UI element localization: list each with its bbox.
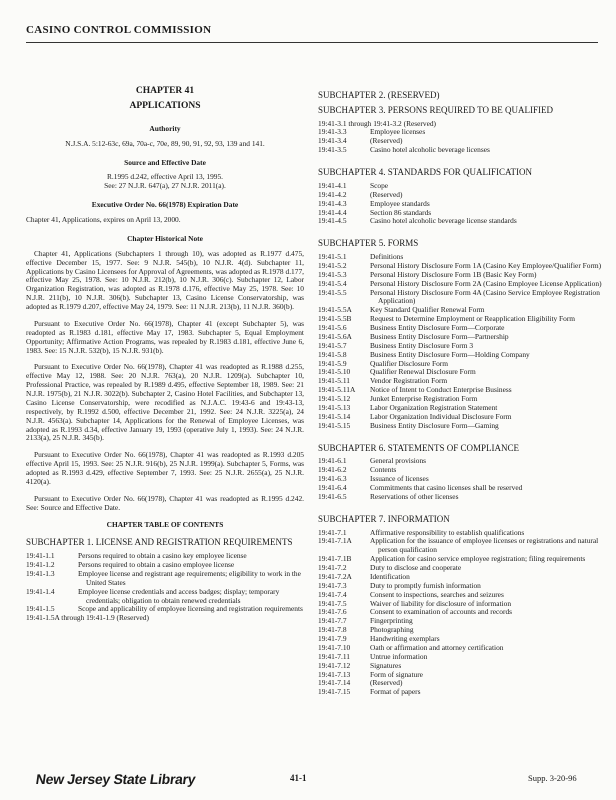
history-paragraph: Chapter 41, Applications (Subchapters 1 through 10), was adopted as R.1977 d.475, effective December 15, 1977. See: 9 N.J.R. 545(b), 10 N.J.R. 4(d). Subchapter 11, Applications by Casino Licensees for Approval of Agreements, was adopted as R.1978 d.177, effective May 25, 1978. See: 10 N.J.R. 212(b), 10 N.J.R. 306(c). Subchapter 12, Labor Organization Registration, was adopted as R.1978 d.176, effective May 25, 1978. See: 10 N.J.R. 211(b), 10 N.J.R. 306(b). Subchapter 13, Casino License Conservatorship, was adopted as R.1979 d.207, effective May 24, 1979. See: 11 N.J.R. 213(b), 11 N.J.R. 360(b). xyxy=(26,248,304,312)
section-number: 19:41-4.1 xyxy=(318,180,347,190)
section-number: 19:41-5.2 xyxy=(318,260,347,270)
section-number: 19:41-5.12 xyxy=(318,394,351,404)
section-title: Section 86 standards xyxy=(370,207,432,217)
section-number: 19:41-5.11 xyxy=(318,376,350,386)
section-title: Issuance of licenses xyxy=(370,474,429,484)
section-title: Employee licenses xyxy=(370,127,426,137)
section-title: Definitions xyxy=(370,252,404,262)
toc-entry xyxy=(318,617,603,626)
eo-heading: Executive Order No. 66(1978) Expiration Date xyxy=(91,200,239,210)
toc-entry xyxy=(318,457,603,466)
chapter-title: APPLICATIONS xyxy=(129,101,201,112)
section-title: Contents xyxy=(370,465,397,475)
section-number: 19:41-6.3 xyxy=(318,474,347,484)
chapter-number: CHAPTER 41 xyxy=(135,86,195,96)
toc-entry xyxy=(318,351,603,360)
section-title: Signatures xyxy=(370,660,402,670)
toc-entry xyxy=(318,200,603,209)
section-title: Persons required to obtain a casino key employee license xyxy=(78,551,247,561)
section-title: Notice of Intent to Conduct Enterprise Business xyxy=(370,385,512,395)
eo-text: Chapter 41, Applications, expires on April 13, 2000. xyxy=(26,215,181,225)
section-title: Form of signature xyxy=(370,669,423,679)
section-number: 19:41-3.5 xyxy=(318,145,347,155)
section-title: Handwriting exemplars xyxy=(370,634,440,644)
section-number: 19:41-1.2 xyxy=(26,560,55,570)
toc-range: 19:41-3.1 through 19:41-3.2 (Reserved) xyxy=(318,118,437,128)
section-number: 19:41-7.5 xyxy=(318,598,347,608)
history-heading: Chapter Historical Note xyxy=(127,233,203,243)
section-number: 19:41-7.1 xyxy=(318,527,347,537)
section-title: Employee license and registrant age requirements; eligibility to work in the United States xyxy=(78,568,301,587)
section-number: 19:41-5.7 xyxy=(318,340,347,350)
section-title: Business Entity Disclosure Form—Partnership xyxy=(370,331,509,341)
toc-entry xyxy=(318,217,603,226)
section-number: 19:41-4.5 xyxy=(318,216,347,226)
toc-heading: CHAPTER TABLE OF CONTENTS xyxy=(106,519,224,529)
section-title: Business Entity Disclosure Form—Holding Company xyxy=(370,349,530,359)
section-title: Casino hotel alcoholic beverage license standards xyxy=(370,216,517,226)
subchapter-5-title: SUBCHAPTER 5. FORMS xyxy=(318,238,419,249)
section-number: 19:41-5.11A xyxy=(318,385,356,395)
section-number: 19:41-7.13 xyxy=(318,669,351,679)
section-number: 19:41-7.1A xyxy=(318,536,352,546)
authority-heading: Authority xyxy=(149,123,181,133)
subchapter-7-title: SUBCHAPTER 7. INFORMATION xyxy=(318,513,450,524)
section-title: Format of papers xyxy=(370,687,421,697)
section-number: 19:41-3.3 xyxy=(318,127,347,137)
section-number: 19:41-5.1 xyxy=(318,252,347,262)
toc-entry xyxy=(318,146,603,155)
right-column xyxy=(318,86,603,697)
toc-entry xyxy=(26,570,304,588)
section-number: 19:41-5.5B xyxy=(318,314,352,324)
toc-entry xyxy=(318,653,603,662)
section-number: 19:41-4.2 xyxy=(318,189,347,199)
section-number: 19:41-1.4 xyxy=(26,586,55,596)
section-number: 19:41-7.14 xyxy=(318,678,351,688)
toc-entry xyxy=(318,688,603,697)
section-title: Personal History Disclosure Form 1A (Casino Key Employee/Qualifier Form) xyxy=(370,260,602,270)
toc-entry xyxy=(26,588,304,606)
section-number: 19:41-5.5 xyxy=(318,287,347,297)
toc-list xyxy=(26,552,304,614)
section-title: Casino hotel alcoholic beverage licenses xyxy=(370,145,490,155)
section-title: General provisions xyxy=(370,456,427,466)
subchapter-6-title: SUBCHAPTER 6. STATEMENTS OF COMPLIANCE xyxy=(318,442,520,453)
section-number: 19:41-7.7 xyxy=(318,616,347,626)
subchapter-1-title: SUBCHAPTER 1. LICENSE AND REGISTRATION REQUIREMENTS xyxy=(26,537,293,548)
section-number: 19:41-5.14 xyxy=(318,411,351,421)
section-number: 19:41-5.8 xyxy=(318,349,347,359)
toc-entry xyxy=(318,626,603,635)
section-title: Affirmative responsibility to establish qualifications xyxy=(370,527,525,537)
section-title: Personal History Disclosure Form 4A (Casino Service Employee Registration Application) xyxy=(370,287,600,306)
section-title: Commitments that casino licenses shall be reserved xyxy=(370,482,523,492)
section-title: (Reserved) xyxy=(370,189,403,199)
section-title: Scope xyxy=(370,180,389,190)
section-title: Key Standard Qualifier Renewal Form xyxy=(370,305,485,315)
section-title: Request to Determine Employment or Reapplication Eligibility Form xyxy=(370,314,576,324)
toc-list xyxy=(318,128,603,155)
history-paragraph: Pursuant to Executive Order No. 66(1978), Chapter 41 was readopted as R.1988 d.255, effective May 12, 1988. See: 20 N.J.R. 763(a), 20 N.J.R. 1209(a). Subchapter 10, Professional Practice, was repealed by R.1989 d.495, effective September 18, 1989. See: 21 N.J.R. 1975(b), 21 N.J.R. 3022(b). Subchapter 2, Casino Hotel Facilities, and Subchapter 13, Casino License Conservatorship, were recodified as N.J.A.C. 19:43-6 and 19:43-13, respectively, by R.1992 d.500, effective December 21, 1992. See: 24 N.J.R. 3225(a), 24 N.J.R. 4563(a). Subchapter 14, Applications for the Renewal of Employee Licenses, was adopted as R.1993 d.34, effective January 19, 1993 (operative July 1, 1993). See: 24 N.J.R. 2133(a), 25 N.J.R. 345(b). xyxy=(26,362,304,443)
section-number: 19:41-7.4 xyxy=(318,589,347,599)
authority-text: N.J.S.A. 5:12-63c, 69a, 70a-c, 70e, 89, 90, 91, 92, 93, 139 and 141. xyxy=(65,138,265,148)
toc-range: 19:41-1.5A through 19:41-1.9 (Reserved) xyxy=(26,613,149,623)
section-title: Untrue information xyxy=(370,651,428,661)
toc-entry xyxy=(318,564,603,573)
section-number: 19:41-6.1 xyxy=(318,456,347,466)
section-number: 19:41-1.5 xyxy=(26,604,55,614)
section-number: 19:41-5.15 xyxy=(318,420,351,430)
section-number: 19:41-7.2A xyxy=(318,571,352,581)
section-title: Fingerprinting xyxy=(370,616,413,626)
section-title: Application for the issuance of employee licenses or registrations and natural person qualification xyxy=(370,536,599,555)
toc-entry xyxy=(318,484,603,493)
source-line: R.1995 d.242, effective April 13, 1995. xyxy=(106,172,224,182)
section-number: 19:41-7.10 xyxy=(318,642,351,652)
section-number: 19:41-5.6 xyxy=(318,323,347,333)
toc-entry xyxy=(318,608,603,617)
toc-entry xyxy=(318,182,603,191)
section-title: Qualifier Disclosure Form xyxy=(370,358,448,368)
section-number: 19:41-4.3 xyxy=(318,198,347,208)
toc-entry xyxy=(318,368,603,377)
section-number: 19:41-6.4 xyxy=(318,482,347,492)
section-number: 19:41-5.4 xyxy=(318,278,347,288)
section-title: Labor Organization Individual Disclosure Form xyxy=(370,411,512,421)
section-title: (Reserved) xyxy=(370,678,403,688)
subchapter-4-title: SUBCHAPTER 4. STANDARDS FOR QUALIFICATION xyxy=(318,167,533,178)
section-title: Oath or affirmation and attorney certification xyxy=(370,642,504,652)
toc-list xyxy=(318,529,603,698)
toc-entry xyxy=(318,671,603,680)
section-number: 19:41-7.2 xyxy=(318,563,347,573)
section-title: Personal History Disclosure Form 1B (Basic Key Form) xyxy=(370,269,537,279)
section-title: Labor Organization Registration Statement xyxy=(370,402,498,412)
library-stamp: New Jersey State Library xyxy=(34,771,197,787)
section-title: Duty to disclose and cooperate xyxy=(370,563,462,573)
header-rule xyxy=(26,42,598,43)
section-number: 19:41-5.10 xyxy=(318,367,351,377)
section-title: Scope and applicability of employee licensing and registration requirements xyxy=(78,604,303,614)
history-paragraph: Pursuant to Executive Order No. 66(1978), Chapter 41 was readopted as R.1995 d.242. See: Source and Effective Date. xyxy=(26,493,304,512)
section-title: Employee license credentials and access badges; display; temporary credentials; obligation to obtain renewed credentials xyxy=(78,586,280,605)
section-number: 19:41-6.2 xyxy=(318,465,347,475)
section-title: Persons required to obtain a casino employee license xyxy=(78,560,235,570)
toc-entry xyxy=(318,662,603,671)
section-title: Business Entity Disclosure Form 3 xyxy=(370,340,474,350)
toc-entry xyxy=(318,679,603,688)
section-title: Application for casino service employee registration; filing requirements xyxy=(370,554,586,564)
section-number: 19:41-7.3 xyxy=(318,580,347,590)
source-line: See: 27 N.J.R. 647(a), 27 N.J.R. 2011(a). xyxy=(104,181,226,191)
section-title: Employee standards xyxy=(370,198,430,208)
toc-list xyxy=(318,457,603,501)
section-title: Consent to inspections, searches and seizures xyxy=(370,589,504,599)
section-number: 19:41-5.5A xyxy=(318,305,352,315)
section-number: 19:41-3.4 xyxy=(318,136,347,146)
section-number: 19:41-7.9 xyxy=(318,634,347,644)
section-title: Business Entity Disclosure Form—Corporate xyxy=(370,323,505,333)
section-title: Waiver of liability for disclosure of information xyxy=(370,598,512,608)
supplement-date: Supp. 3-20-96 xyxy=(528,773,577,783)
section-title: Photographing xyxy=(370,625,414,635)
section-title: Junket Enterprise Registration Form xyxy=(370,394,478,404)
section-number: 19:41-5.13 xyxy=(318,402,351,412)
toc-entry xyxy=(318,422,603,431)
toc-entry xyxy=(318,191,603,200)
section-number: 19:41-7.11 xyxy=(318,651,350,661)
section-number: 19:41-7.1B xyxy=(318,554,352,564)
source-heading: Source and Effective Date xyxy=(124,157,206,167)
toc-entry xyxy=(318,466,603,475)
toc-entry xyxy=(318,128,603,137)
section-title: Identification xyxy=(370,571,410,581)
history-paragraph: Pursuant to Executive Order No. 66(1978), Chapter 41 (except Subchapter 5), was readopted as R.1983 d.181, effective May 17, 1983. Subchapter 5, Equal Employment Opportunity; Affirmative Action Programs, was repealed by R.1983 d.181, effective June 6, 1983. See: 15 N.J.R. 532(b), 15 N.J.R. 931(b). xyxy=(26,318,304,355)
section-title: Reservations of other licenses xyxy=(370,491,459,501)
section-title: Consent to examination of accounts and records xyxy=(370,607,513,617)
section-number: 19:41-1.1 xyxy=(26,551,55,561)
section-title: Qualifier Renewal Disclosure Form xyxy=(370,367,476,377)
toc-entry xyxy=(318,537,603,555)
history-paragraph: Pursuant to Executive Order No. 66(1978), Chapter 41 was readopted as R.1993 d.205 effective April 15, 1993. See: 25 N.J.R. 916(b), 25 N.J.R. 1999(a). Subchapter 5, Forms, was adopted as R.1993 d.429, effective September 7, 1993. See: 25 N.J.R. 2655(a), 25 N.J.R. 4120(a). xyxy=(26,450,304,486)
left-column xyxy=(26,86,304,623)
subchapter-3-title: SUBCHAPTER 3. PERSONS REQUIRED TO BE QUALIFIED xyxy=(318,104,553,115)
section-number: 19:41-5.9 xyxy=(318,358,347,368)
section-title: (Reserved) xyxy=(370,136,403,146)
subchapter-2-title: SUBCHAPTER 2. (RESERVED) xyxy=(318,90,440,100)
section-number: 19:41-7.8 xyxy=(318,625,347,635)
toc-list xyxy=(318,253,603,431)
toc-entry xyxy=(318,289,603,307)
section-number: 19:41-7.15 xyxy=(318,687,351,697)
section-number: 19:41-7.12 xyxy=(318,660,351,670)
section-number: 19:41-5.3 xyxy=(318,269,347,279)
page-number: 41-1 xyxy=(290,773,307,783)
section-number: 19:41-4.4 xyxy=(318,207,347,217)
toc-list xyxy=(318,182,603,226)
section-number: 19:41-7.6 xyxy=(318,607,347,617)
section-title: Vendor Registration Form xyxy=(370,376,448,386)
section-title: Business Entity Disclosure Form—Gaming xyxy=(370,420,499,430)
toc-entry xyxy=(318,493,603,502)
section-title: Duty to promptly furnish information xyxy=(370,580,481,590)
section-number: 19:41-5.6A xyxy=(318,331,352,341)
section-number: 19:41-1.3 xyxy=(26,568,55,578)
toc-entry xyxy=(318,644,603,653)
running-header: CASINO CONTROL COMMISSION xyxy=(26,24,212,36)
section-title: Personal History Disclosure Form 2A (Casino Employee License Application) xyxy=(370,278,602,288)
section-number: 19:41-6.5 xyxy=(318,491,347,501)
